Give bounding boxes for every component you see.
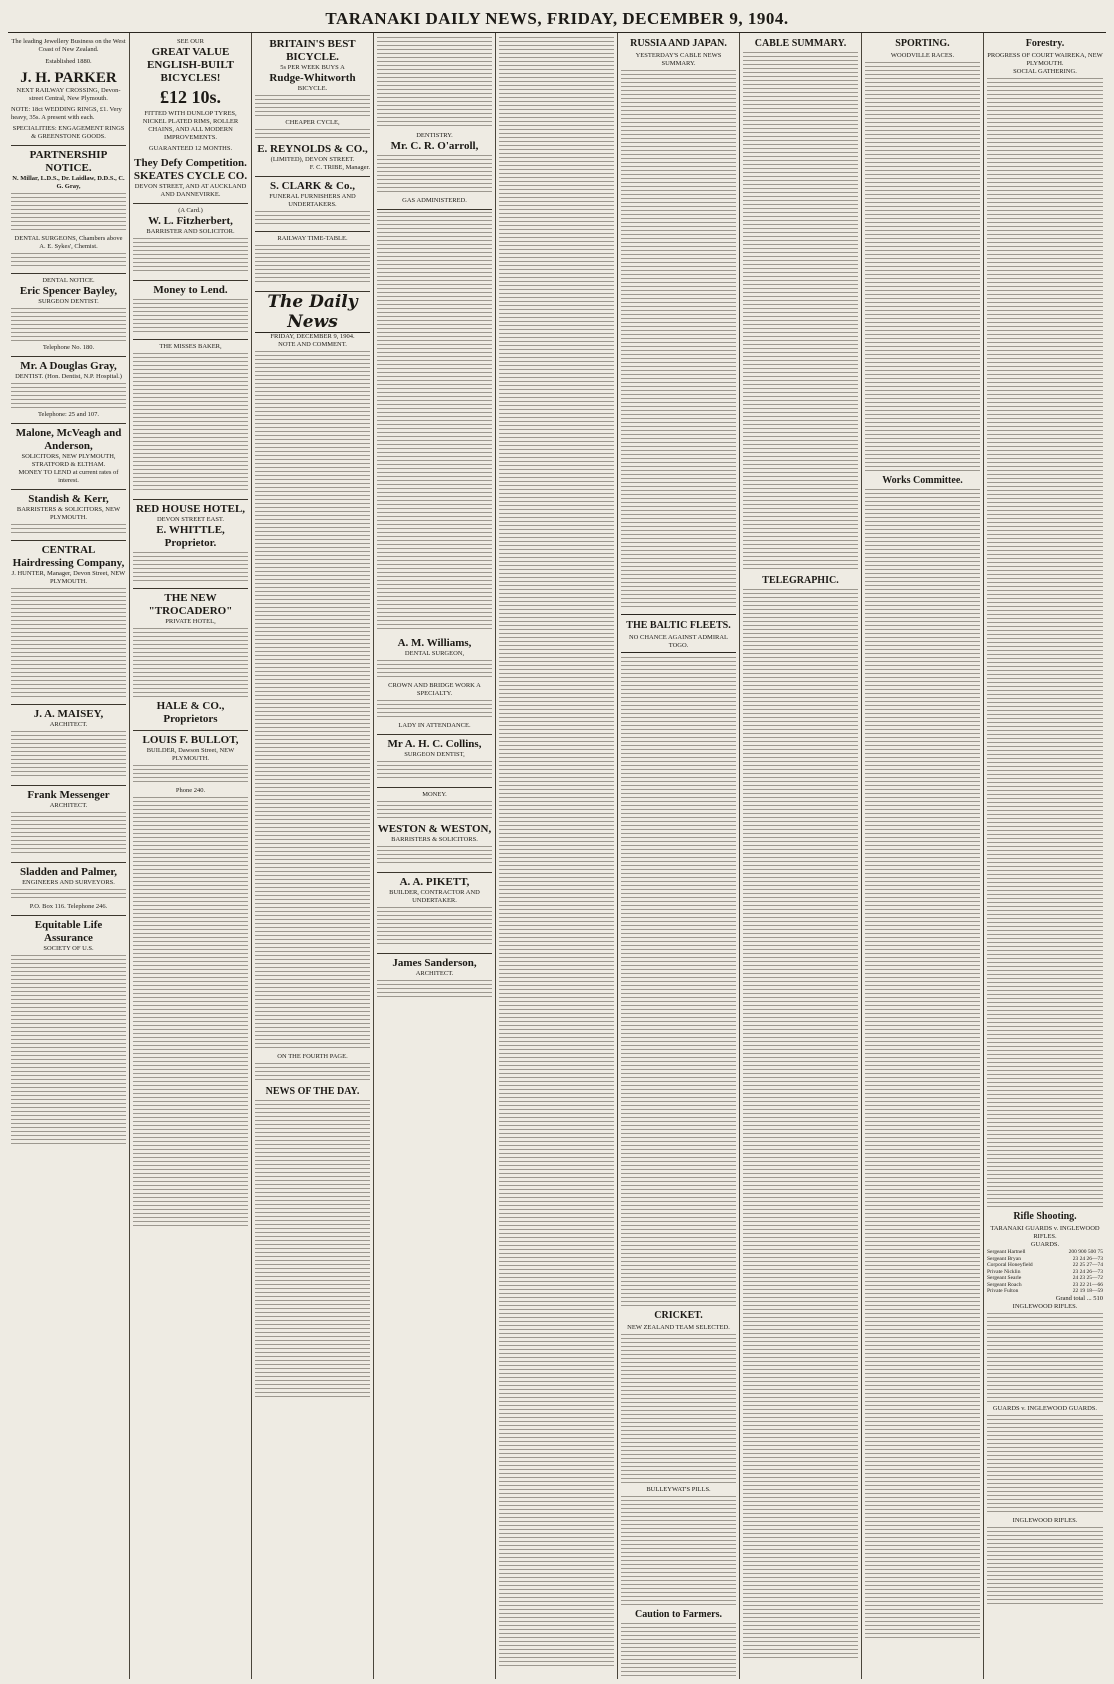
note-and-comment: NOTE AND COMMENT. <box>278 341 347 348</box>
trocadero-text <box>133 628 248 698</box>
russia-japan-heading: RUSSIA AND JAPAN. <box>630 38 727 49</box>
daily-news-flag: The Daily News <box>267 292 358 332</box>
crown-bridge: CROWN AND BRIDGE WORK A SPECIALTY. <box>388 682 481 697</box>
column-5-text <box>499 37 614 1667</box>
partnership-ad <box>11 146 126 274</box>
williams-sub: DENTAL SURGEON, <box>404 650 465 657</box>
hairdressing-text <box>11 588 126 698</box>
weston-sub: BARRISTERS & SOLICITORS. <box>391 836 478 843</box>
column-4 <box>374 33 496 1679</box>
dental-text <box>11 253 126 267</box>
trocadero-name: THE NEW "TROCADERO" <box>148 592 233 617</box>
williams-text <box>377 660 492 680</box>
column-2 <box>130 33 252 1679</box>
malone-money: MONEY TO LEND at current rates of interest. <box>18 469 119 484</box>
reynolds-sub: (LIMITED), DEVON STREET. <box>270 156 355 163</box>
established: Established 1880. <box>45 58 92 65</box>
sladden-text <box>11 889 126 901</box>
maisey-text <box>11 731 126 779</box>
skeates-sub: DEVON STREET, AND AT AUCKLAND AND DANNEVIRKE. <box>134 183 247 198</box>
fourth-page: ON THE FOURTH PAGE. <box>277 1053 348 1060</box>
sanderson-ad <box>377 954 492 1006</box>
guards-v-text <box>987 1415 1103 1515</box>
sanderson-name: James Sanderson, <box>392 957 477 969</box>
baker-text <box>133 353 248 493</box>
baltic-heading: THE BALTIC FLEETS. <box>626 620 731 631</box>
redhouse-sub: DEVON STREET EAST. <box>156 516 225 523</box>
collins-name: Mr A. H. C. Collins, <box>387 738 482 750</box>
dental-surgeons: DENTAL SURGEONS, Chambers above A. E. Sykes', Chemist. <box>14 235 123 250</box>
great-value: GREAT VALUE ENGLISH-BUILT BICYCLES! <box>146 46 235 84</box>
fitzherbert-name: W. L. Fitzherbert, <box>148 215 233 227</box>
guards-scores <box>987 1249 1103 1295</box>
note-and-comment-text <box>255 351 370 1051</box>
column-4-mid-text <box>377 212 492 632</box>
cable-summary-text <box>743 52 858 572</box>
woodville-sub: WOODVILLE RACES. <box>890 52 955 59</box>
column-1 <box>8 33 130 1679</box>
standish-name: Standish & Kerr, <box>28 493 109 505</box>
column-7 <box>740 33 862 1679</box>
forestry-progress: PROGRESS OF COURT WAIREKA, NEW PLYMOUTH. <box>987 52 1103 67</box>
messenger-text <box>11 812 126 856</box>
cricket-heading: CRICKET. <box>654 1310 703 1321</box>
bullot-ad <box>133 731 248 1233</box>
dentistry: DENTISTRY. <box>416 132 453 139</box>
column-3 <box>252 33 374 1679</box>
gray-ad <box>11 357 126 424</box>
pills-text <box>621 1496 736 1606</box>
gray-sub: DENTIST. (Hon. Dentist, N.P. Hospital.) <box>15 373 122 380</box>
money-ad-2 <box>377 788 492 873</box>
dental-notice-ad <box>11 274 126 357</box>
bicycle-fitted: FITTED WITH DUNLOP TYRES, NICKEL PLATED RIMS, ROLLER CHAINS, AND ALL MODERN IMPROVEMENTS. <box>142 110 239 141</box>
malone-ad <box>11 424 126 490</box>
railway-ad <box>255 232 370 292</box>
dental-notice: DENTAL NOTICE. <box>42 277 95 284</box>
bullot-sub: BUILDER, Dawson Street, NEW PLYMOUTH. <box>146 747 235 762</box>
misses-baker: THE MISSES BAKER, <box>159 343 222 350</box>
sladden-ad <box>11 863 126 916</box>
sanderson-text <box>377 980 492 1000</box>
inglewood-heading: INGLEWOOD RIFLES. <box>1012 1302 1078 1310</box>
gray-phone: Telephone: 25 and 107. <box>38 411 99 418</box>
russia-japan-text <box>621 70 736 610</box>
baltic-box <box>621 614 736 653</box>
redhouse-ad <box>133 500 248 589</box>
weston-text <box>377 846 492 866</box>
table-row: Sergeant Bryan 23 24 26—73 <box>987 1255 1103 1262</box>
railway-text <box>255 245 370 285</box>
column-2-lower-text <box>133 797 248 1227</box>
money-ad <box>133 281 248 340</box>
clark-name: S. CLARK & Co., <box>270 180 355 192</box>
parker-note: NOTE: 18ct WEDDING RINGS, £1. Very heavy, 35s. A present with each. <box>11 106 122 121</box>
cable-summary-sub: YESTERDAY'S CABLE NEWS SUMMARY. <box>635 52 722 67</box>
sladden-po: P.O. Box 116. Telephone 246. <box>29 903 108 910</box>
sanderson-sub: ARCHITECT. <box>415 970 454 977</box>
gray-text <box>11 383 126 409</box>
fitzherbert-ad <box>133 204 248 281</box>
column-9 <box>984 33 1106 1679</box>
collins-text <box>377 761 492 781</box>
sporting-text <box>865 62 980 472</box>
redhouse-name: RED HOUSE HOTEL, <box>135 503 246 515</box>
news-of-day-heading: NEWS OF THE DAY. <box>265 1086 360 1097</box>
gray-name: Mr. A Douglas Gray, <box>20 360 117 372</box>
standish-text <box>11 524 126 534</box>
bicycle-ad <box>133 35 248 204</box>
trocadero-sub: PRIVATE HOTEL, <box>165 618 216 625</box>
pikett-name: A. A. PIKETT, <box>399 876 470 888</box>
hale-proprietors: HALE & CO., Proprietors <box>156 700 225 725</box>
grand-total: Grand total ... 510 <box>1055 1294 1103 1302</box>
railway-timetable: RAILWAY TIME-TABLE. <box>277 235 348 242</box>
redhouse-text <box>133 552 248 582</box>
parker-ad <box>11 35 126 146</box>
equitable-text <box>11 955 126 1145</box>
clark-sub: FUNERAL FURNISHERS AND UNDERTAKERS. <box>269 193 356 208</box>
inglewood-rifles: INGLEWOOD RIFLES. <box>1012 1516 1078 1524</box>
weekly-price: 5s PER WEEK BUYS A <box>280 64 345 71</box>
hairdressing-sub: J. HUNTER, Manager, Devon Street, NEW PLYMOUTH. <box>11 570 126 585</box>
lady-attendance: LADY IN ATTENDANCE. <box>398 722 471 729</box>
inglewood-rifles-text <box>987 1527 1103 1607</box>
telegraphic-heading: TELEGRAPHIC. <box>762 575 839 586</box>
rudge-bicycle: BICYCLE. <box>297 85 328 92</box>
fourth-page-text <box>255 1063 370 1083</box>
bicycle-guaranteed: GUARANTEED 12 MONTHS. <box>148 145 233 152</box>
see-our: SEE OUR <box>177 38 204 45</box>
sporting-heading: SPORTING. <box>895 38 950 49</box>
pikett-ad <box>377 873 492 954</box>
clark-text <box>255 211 370 225</box>
messenger-ad <box>11 786 126 863</box>
trocadero-ad <box>133 589 248 731</box>
malone-name: Malone, McVeagh and Anderson, <box>15 427 122 452</box>
clark-ad <box>255 177 370 232</box>
equitable-ad <box>11 916 126 1151</box>
money-head: MONEY. <box>422 791 447 798</box>
table-row: Corporal Honeyfield 22 25 27—74 <box>987 1262 1103 1268</box>
cheaper-cycle: CHEAPER CYCLE, <box>285 119 340 126</box>
forestry-social: SOCIAL GATHERING. <box>1013 68 1077 75</box>
cricket-sub: NEW ZEALAND TEAM SELECTED. <box>627 1324 730 1331</box>
baltic-sub: NO CHANCE AGAINST ADMIRAL TOGO. <box>628 634 728 649</box>
williams-name: A. M. Williams, <box>397 637 472 649</box>
guards-v-inglewood: GUARDS v. INGLEWOOD GUARDS. <box>992 1404 1098 1412</box>
caution-text <box>621 1623 736 1679</box>
columns <box>8 33 1106 1679</box>
column-5 <box>496 33 618 1679</box>
bayley-name: Eric Spencer Bayley, <box>19 285 118 297</box>
rudge-text <box>255 95 370 117</box>
inglewood-text <box>987 1313 1103 1403</box>
column-8 <box>862 33 984 1679</box>
bullot-text <box>133 765 248 785</box>
maisey-ad <box>11 705 126 786</box>
works-heading: Works Committee. <box>882 475 963 486</box>
wright-ad <box>377 129 492 210</box>
parker-address: NEXT RAILWAY CROSSING, Devon-street Central, New Plymouth. <box>16 87 121 102</box>
reynolds-name: E. REYNOLDS & CO., <box>257 143 368 155</box>
maisey-name: J. A. MAISEY, <box>33 708 104 720</box>
fitzherbert-text <box>133 238 248 274</box>
cable-summary-heading: CABLE SUMMARY. <box>754 38 847 49</box>
williams-text-2 <box>377 700 492 720</box>
forestry-heading: Forestry. <box>1025 38 1065 49</box>
caution-heading: Caution to Farmers. <box>635 1609 722 1620</box>
table-row: Private Fulton 22 19 18—59 <box>987 1288 1103 1294</box>
whittle-name: E. WHITTLE, Proprietor. <box>156 524 225 549</box>
column-4-top-text <box>377 37 492 127</box>
hairdressing-ad <box>11 541 126 705</box>
equitable-sub: SOCIETY OF U.S. <box>43 945 94 952</box>
money-text <box>133 299 248 333</box>
weston-name: WESTON & WESTON, <box>377 823 492 835</box>
money-text-2 <box>377 801 492 821</box>
rifle-heading: Rifle Shooting. <box>1013 1211 1077 1222</box>
rudge-ad <box>255 35 370 177</box>
britain-best: BRITAIN'S BEST BICYCLE. <box>269 38 356 63</box>
table-row: Sergeant Roach 23 22 21—66 <box>987 1281 1103 1288</box>
card-label: (A Card.) <box>178 207 203 214</box>
central-heading: CENTRAL <box>41 544 96 556</box>
table-row: Sergeant Searle 24 23 25—72 <box>987 1275 1103 1281</box>
baltic-text <box>621 657 736 1307</box>
maisey-sub: ARCHITECT. <box>49 721 88 728</box>
flag-date: FRIDAY, DECEMBER 9, 1904. <box>270 333 355 340</box>
guards-head: GUARDS. <box>1030 1241 1060 1248</box>
wright-text <box>377 155 492 195</box>
bullot-name: LOUIS F. BULLOT, <box>142 734 239 746</box>
table-row: Sergeant Hartnell 200 900 500 75 <box>987 1249 1103 1255</box>
hairdressing-heading: Hairdressing Company, <box>12 557 125 569</box>
money-to-lend: Money to Lend. <box>153 284 228 296</box>
partnership-heading: PARTNERSHIP NOTICE. <box>29 149 108 174</box>
sladden-name: Sladden and Palmer, <box>19 866 118 878</box>
parker-name: J. H. PARKER <box>20 70 117 86</box>
messenger-sub: ARCHITECT. <box>49 802 88 809</box>
defy-competition: They Defy Competition. <box>134 157 247 169</box>
parker-specialties: SPECIALITIES: ENGAGEMENT RINGS & GREENSTONE GOODS. <box>12 125 125 140</box>
rudge-text-2 <box>255 129 370 141</box>
pikett-text <box>377 907 492 947</box>
cricket-text <box>621 1334 736 1484</box>
pikett-sub: BUILDER, CONTRACTOR AND UNDERTAKER. <box>389 889 480 904</box>
pills-heading: BULLEYWAT'S PILLS. <box>646 1486 711 1493</box>
malone-sub: SOLICITORS, NEW PLYMOUTH, STRATFORD & ELTHAM. <box>21 453 116 468</box>
collins-ad <box>377 735 492 788</box>
partnership-text <box>11 193 126 233</box>
table-row: Private Nicklin 23 24 26—73 <box>987 1268 1103 1275</box>
telegraphic-text <box>743 589 858 1659</box>
forestry-text <box>987 78 1103 1208</box>
rifle-sub: TARANAKI GUARDS v. INGLEWOOD RIFLES. <box>990 1225 1100 1240</box>
baker-ad <box>133 340 248 500</box>
bayley-phone: Telephone No. 180. <box>42 344 95 351</box>
wright-name: Mr. C. R. O'arroll, <box>390 140 479 152</box>
messenger-name: Frank Messenger <box>27 789 110 801</box>
works-text <box>865 489 980 1639</box>
equitable-name: Equitable Life Assurance <box>34 919 103 944</box>
fitzherbert-sub: BARRISTER AND SOLICITOR. <box>146 228 235 235</box>
rudge-whitworth: Rudge-Whitworth <box>269 72 356 84</box>
bullot-phone: Phone 240. <box>175 787 206 794</box>
column-6 <box>618 33 740 1679</box>
gas: GAS ADMINISTERED. <box>402 197 467 204</box>
jeweller-tagline: The leading Jewellery Business on the West Coast of New Zealand. <box>11 38 126 53</box>
standish-ad <box>11 490 126 541</box>
williams-ad <box>377 634 492 735</box>
bayley-text <box>11 308 126 342</box>
bicycle-price: £12 10s. <box>159 87 221 107</box>
partners: N. Millar, L.D.S., Dr. Laidlaw, D.D.S., C. G. Gray, <box>12 175 125 190</box>
news-of-day-text <box>255 1100 370 1400</box>
standish-sub: BARRISTERS & SOLICITORS, NEW PLYMOUTH. <box>16 506 121 521</box>
bayley-sub: SURGEON DENTIST. <box>38 298 99 305</box>
tribe-manager: F. C. TRIBE, Manager. <box>309 164 370 171</box>
collins-sub: SURGEON DENTIST, <box>404 751 465 758</box>
masthead: TARANAKI DAILY NEWS, FRIDAY, DECEMBER 9, 1904. <box>325 9 789 28</box>
sladden-sub: ENGINEERS AND SURVEYORS. <box>22 879 115 886</box>
skeates-name: SKEATES CYCLE CO. <box>133 170 248 182</box>
